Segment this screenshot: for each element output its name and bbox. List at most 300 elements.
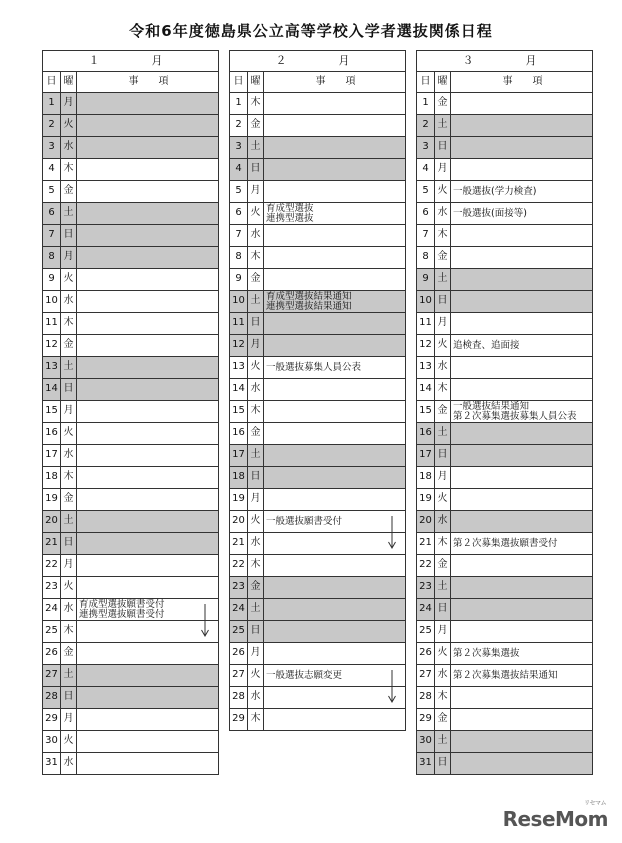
day-row [43, 665, 219, 687]
weekday: 火 [61, 423, 77, 445]
day-row [417, 753, 593, 775]
weekday: 金 [435, 93, 451, 115]
day-number: 2 [230, 115, 248, 137]
event-cell [451, 313, 593, 335]
weekday: 日 [435, 291, 451, 313]
day-row [417, 665, 593, 687]
weekday: 水 [435, 357, 451, 379]
weekday: 土 [248, 445, 264, 467]
event-cell [77, 445, 219, 467]
day-row [43, 643, 219, 665]
day-number: 2 [43, 115, 61, 137]
weekday: 月 [248, 181, 264, 203]
weekday: 火 [61, 731, 77, 753]
page-title: 令和6年度徳島県公立高等学校入学者選抜関係日程 [129, 22, 493, 40]
weekday: 金 [248, 269, 264, 291]
day-row [230, 115, 406, 137]
day-number: 10 [43, 291, 61, 313]
day-row [43, 423, 219, 445]
event-cell [451, 423, 593, 445]
weekday: 月 [248, 643, 264, 665]
column-header-event: 事 項 [264, 72, 406, 93]
day-number: 4 [230, 159, 248, 181]
day-number: 7 [43, 225, 61, 247]
weekday: 火 [435, 489, 451, 511]
event-cell [264, 687, 406, 709]
event-cell [264, 115, 406, 137]
weekday: 日 [435, 599, 451, 621]
event-text: 育成型選抜結果通知 [266, 290, 352, 302]
event-cell [77, 423, 219, 445]
weekday: 日 [248, 159, 264, 181]
event-cell [264, 709, 406, 731]
day-number: 17 [230, 445, 248, 467]
event-cell [451, 137, 593, 159]
day-row [417, 313, 593, 335]
weekday: 金 [435, 401, 451, 423]
day-number: 22 [43, 555, 61, 577]
weekday: 火 [248, 203, 264, 225]
event-cell [264, 357, 406, 379]
event-cell [451, 269, 593, 291]
month-header-row [230, 51, 406, 72]
event-cell [451, 291, 593, 313]
day-row [417, 269, 593, 291]
weekday: 土 [435, 577, 451, 599]
event-text: 連携型選抜願書受付 [79, 608, 165, 620]
event-cell [451, 335, 593, 357]
day-row [417, 511, 593, 533]
weekday: 月 [61, 555, 77, 577]
weekday: 金 [61, 181, 77, 203]
column-header-day: 日 [230, 72, 248, 93]
day-row [43, 731, 219, 753]
day-number: 13 [43, 357, 61, 379]
event-cell [264, 643, 406, 665]
weekday: 月 [61, 93, 77, 115]
event-cell [77, 555, 219, 577]
event-cell [264, 269, 406, 291]
day-number: 17 [43, 445, 61, 467]
day-row [230, 137, 406, 159]
day-row [230, 665, 406, 687]
day-number: 31 [43, 753, 61, 775]
day-number: 14 [230, 379, 248, 401]
day-row [417, 555, 593, 577]
day-row [43, 709, 219, 731]
event-cell [77, 291, 219, 313]
day-row [43, 621, 219, 643]
day-row [43, 137, 219, 159]
weekday: 日 [61, 225, 77, 247]
weekday: 月 [61, 709, 77, 731]
day-number: 12 [43, 335, 61, 357]
column-header-row [43, 72, 219, 93]
weekday: 土 [435, 269, 451, 291]
day-number: 23 [43, 577, 61, 599]
day-number: 6 [417, 203, 435, 225]
event-cell [264, 247, 406, 269]
event-cell [451, 753, 593, 775]
event-cell [451, 533, 593, 555]
day-number: 3 [43, 137, 61, 159]
event-cell [77, 313, 219, 335]
day-row [43, 159, 219, 181]
column-header-weekday: 曜 [435, 72, 451, 93]
weekday: 火 [248, 665, 264, 687]
day-row [43, 753, 219, 775]
day-number: 27 [43, 665, 61, 687]
day-number: 26 [230, 643, 248, 665]
day-number: 10 [230, 291, 248, 313]
day-number: 28 [417, 687, 435, 709]
event-cell [451, 709, 593, 731]
weekday: 土 [435, 115, 451, 137]
event-cell [264, 291, 406, 313]
weekday: 木 [248, 93, 264, 115]
day-number: 23 [417, 577, 435, 599]
weekday: 木 [61, 621, 77, 643]
day-number: 16 [417, 423, 435, 445]
event-cell [264, 489, 406, 511]
day-number: 15 [43, 401, 61, 423]
day-row [43, 555, 219, 577]
event-text: 一般選抜志願変更 [266, 669, 343, 681]
day-number: 17 [417, 445, 435, 467]
day-row [230, 203, 406, 225]
weekday: 水 [248, 379, 264, 401]
weekday: 日 [248, 621, 264, 643]
day-number: 8 [230, 247, 248, 269]
weekday: 木 [248, 401, 264, 423]
event-text: 第２次募集選抜募集人員公表 [453, 410, 577, 422]
weekday: 金 [61, 335, 77, 357]
weekday: 水 [248, 533, 264, 555]
event-cell [77, 379, 219, 401]
weekday: 火 [435, 643, 451, 665]
day-row [230, 357, 406, 379]
day-row [230, 467, 406, 489]
event-cell [77, 225, 219, 247]
weekday: 水 [61, 753, 77, 775]
day-row [230, 93, 406, 115]
day-number: 1 [230, 93, 248, 115]
day-row [417, 687, 593, 709]
event-cell [264, 225, 406, 247]
event-cell [77, 731, 219, 753]
day-row [417, 115, 593, 137]
weekday: 月 [248, 335, 264, 357]
day-number: 24 [43, 599, 61, 621]
weekday: 木 [435, 687, 451, 709]
day-row [230, 335, 406, 357]
day-row [230, 291, 406, 313]
month-header-row [417, 51, 593, 72]
weekday: 月 [435, 467, 451, 489]
event-cell [264, 401, 406, 423]
event-cell [451, 181, 593, 203]
day-number: 1 [417, 93, 435, 115]
weekday: 土 [61, 665, 77, 687]
event-text: 第２次募集選抜願書受付 [453, 537, 558, 549]
day-row [43, 203, 219, 225]
day-number: 20 [43, 511, 61, 533]
day-row [43, 93, 219, 115]
weekday: 木 [435, 225, 451, 247]
event-cell [77, 159, 219, 181]
day-row [417, 335, 593, 357]
day-number: 29 [230, 709, 248, 731]
event-cell [264, 555, 406, 577]
event-cell [264, 599, 406, 621]
weekday: 木 [248, 247, 264, 269]
event-cell [77, 489, 219, 511]
day-number: 26 [43, 643, 61, 665]
event-cell [451, 577, 593, 599]
day-row [417, 599, 593, 621]
event-text: 追検査、追面接 [453, 339, 520, 351]
event-cell [264, 533, 406, 555]
event-cell [451, 665, 593, 687]
day-number: 25 [417, 621, 435, 643]
day-row [417, 709, 593, 731]
day-number: 10 [417, 291, 435, 313]
event-cell [77, 357, 219, 379]
event-cell [264, 577, 406, 599]
day-row [417, 379, 593, 401]
event-cell [451, 643, 593, 665]
weekday: 月 [61, 401, 77, 423]
day-row [417, 643, 593, 665]
event-text: 一般選抜募集人員公表 [266, 361, 362, 373]
day-number: 8 [417, 247, 435, 269]
day-row [230, 313, 406, 335]
weekday: 日 [435, 753, 451, 775]
weekday: 日 [435, 445, 451, 467]
day-row [230, 687, 406, 709]
weekday: 月 [61, 247, 77, 269]
day-number: 2 [417, 115, 435, 137]
weekday: 水 [61, 599, 77, 621]
day-number: 6 [230, 203, 248, 225]
weekday: 木 [61, 467, 77, 489]
day-row [43, 489, 219, 511]
day-number: 24 [230, 599, 248, 621]
event-cell [264, 511, 406, 533]
day-number: 5 [417, 181, 435, 203]
day-number: 21 [230, 533, 248, 555]
event-cell [264, 313, 406, 335]
column-header-day: 日 [417, 72, 435, 93]
day-row [417, 401, 593, 423]
event-cell [264, 379, 406, 401]
event-cell [451, 489, 593, 511]
day-row [417, 291, 593, 313]
day-row [230, 577, 406, 599]
event-cell [77, 577, 219, 599]
day-row [43, 313, 219, 335]
day-number: 7 [417, 225, 435, 247]
weekday: 金 [248, 423, 264, 445]
weekday: 木 [248, 555, 264, 577]
weekday: 金 [61, 643, 77, 665]
weekday: 土 [61, 357, 77, 379]
day-row [417, 533, 593, 555]
day-row [43, 269, 219, 291]
event-cell [77, 335, 219, 357]
weekday: 火 [61, 577, 77, 599]
weekday: 水 [435, 511, 451, 533]
day-number: 31 [417, 753, 435, 775]
day-row [417, 137, 593, 159]
weekday: 日 [61, 379, 77, 401]
day-row [43, 225, 219, 247]
day-number: 12 [417, 335, 435, 357]
event-cell [451, 203, 593, 225]
day-number: 16 [43, 423, 61, 445]
day-number: 8 [43, 247, 61, 269]
day-row [43, 357, 219, 379]
weekday: 金 [248, 577, 264, 599]
weekday: 金 [435, 709, 451, 731]
day-number: 7 [230, 225, 248, 247]
month-name: ３ 月 [417, 51, 593, 72]
column-header-row [417, 72, 593, 93]
weekday: 水 [435, 203, 451, 225]
month-header-row [43, 51, 219, 72]
day-row [417, 445, 593, 467]
day-number: 20 [417, 511, 435, 533]
event-cell [77, 753, 219, 775]
weekday: 土 [248, 137, 264, 159]
event-cell [77, 687, 219, 709]
day-row [230, 401, 406, 423]
logo-ruby: リセマム [584, 800, 606, 807]
day-row [230, 643, 406, 665]
calendar-january [42, 50, 219, 775]
weekday: 火 [61, 115, 77, 137]
weekday: 火 [61, 269, 77, 291]
event-cell [451, 621, 593, 643]
day-number: 28 [43, 687, 61, 709]
event-text: 一般選抜結果通知 [453, 400, 530, 412]
weekday: 土 [435, 423, 451, 445]
day-row [417, 731, 593, 753]
weekday: 月 [435, 159, 451, 181]
day-number: 25 [43, 621, 61, 643]
column-header-row [230, 72, 406, 93]
weekday: 木 [435, 533, 451, 555]
month-name: ２ 月 [230, 51, 406, 72]
weekday: 木 [435, 379, 451, 401]
day-row [417, 621, 593, 643]
day-number: 26 [417, 643, 435, 665]
day-number: 15 [230, 401, 248, 423]
day-number: 27 [230, 665, 248, 687]
weekday: 水 [61, 137, 77, 159]
event-cell [451, 687, 593, 709]
day-number: 11 [230, 313, 248, 335]
event-cell [77, 247, 219, 269]
event-cell [77, 533, 219, 555]
day-row [230, 181, 406, 203]
day-number: 27 [417, 665, 435, 687]
day-row [230, 599, 406, 621]
day-row [43, 181, 219, 203]
weekday: 金 [61, 489, 77, 511]
event-cell [77, 599, 219, 621]
weekday: 日 [435, 137, 451, 159]
day-row [230, 445, 406, 467]
event-cell [451, 379, 593, 401]
weekday: 水 [435, 665, 451, 687]
day-row [417, 489, 593, 511]
day-number: 5 [43, 181, 61, 203]
day-row [43, 533, 219, 555]
day-row [230, 709, 406, 731]
event-cell [264, 467, 406, 489]
day-number: 30 [43, 731, 61, 753]
event-cell [77, 181, 219, 203]
day-row [230, 269, 406, 291]
day-number: 19 [230, 489, 248, 511]
day-row [417, 247, 593, 269]
event-cell [264, 203, 406, 225]
day-number: 19 [43, 489, 61, 511]
day-number: 9 [43, 269, 61, 291]
event-cell [264, 445, 406, 467]
day-row [417, 577, 593, 599]
day-row [230, 621, 406, 643]
event-cell [451, 93, 593, 115]
day-number: 20 [230, 511, 248, 533]
event-text: 第２次募集選抜 [453, 647, 520, 659]
day-number: 22 [230, 555, 248, 577]
day-row [43, 687, 219, 709]
weekday: 水 [61, 291, 77, 313]
event-cell [264, 93, 406, 115]
event-cell [451, 225, 593, 247]
event-cell [264, 181, 406, 203]
day-number: 11 [417, 313, 435, 335]
day-number: 3 [417, 137, 435, 159]
day-number: 1 [43, 93, 61, 115]
event-cell [264, 335, 406, 357]
weekday: 金 [248, 115, 264, 137]
weekday: 月 [435, 621, 451, 643]
event-text: 一般選抜(学力検査) [453, 185, 537, 197]
day-number: 28 [230, 687, 248, 709]
event-cell [451, 247, 593, 269]
day-number: 24 [417, 599, 435, 621]
day-row [43, 467, 219, 489]
day-row [43, 379, 219, 401]
day-row [43, 577, 219, 599]
day-row [417, 225, 593, 247]
weekday: 金 [435, 555, 451, 577]
day-row [230, 555, 406, 577]
event-cell [77, 93, 219, 115]
day-number: 5 [230, 181, 248, 203]
weekday: 水 [248, 225, 264, 247]
event-cell [451, 159, 593, 181]
day-row [43, 599, 219, 621]
event-cell [451, 445, 593, 467]
day-number: 4 [43, 159, 61, 181]
event-cell [451, 599, 593, 621]
column-header-event: 事 項 [77, 72, 219, 93]
weekday: 水 [61, 445, 77, 467]
